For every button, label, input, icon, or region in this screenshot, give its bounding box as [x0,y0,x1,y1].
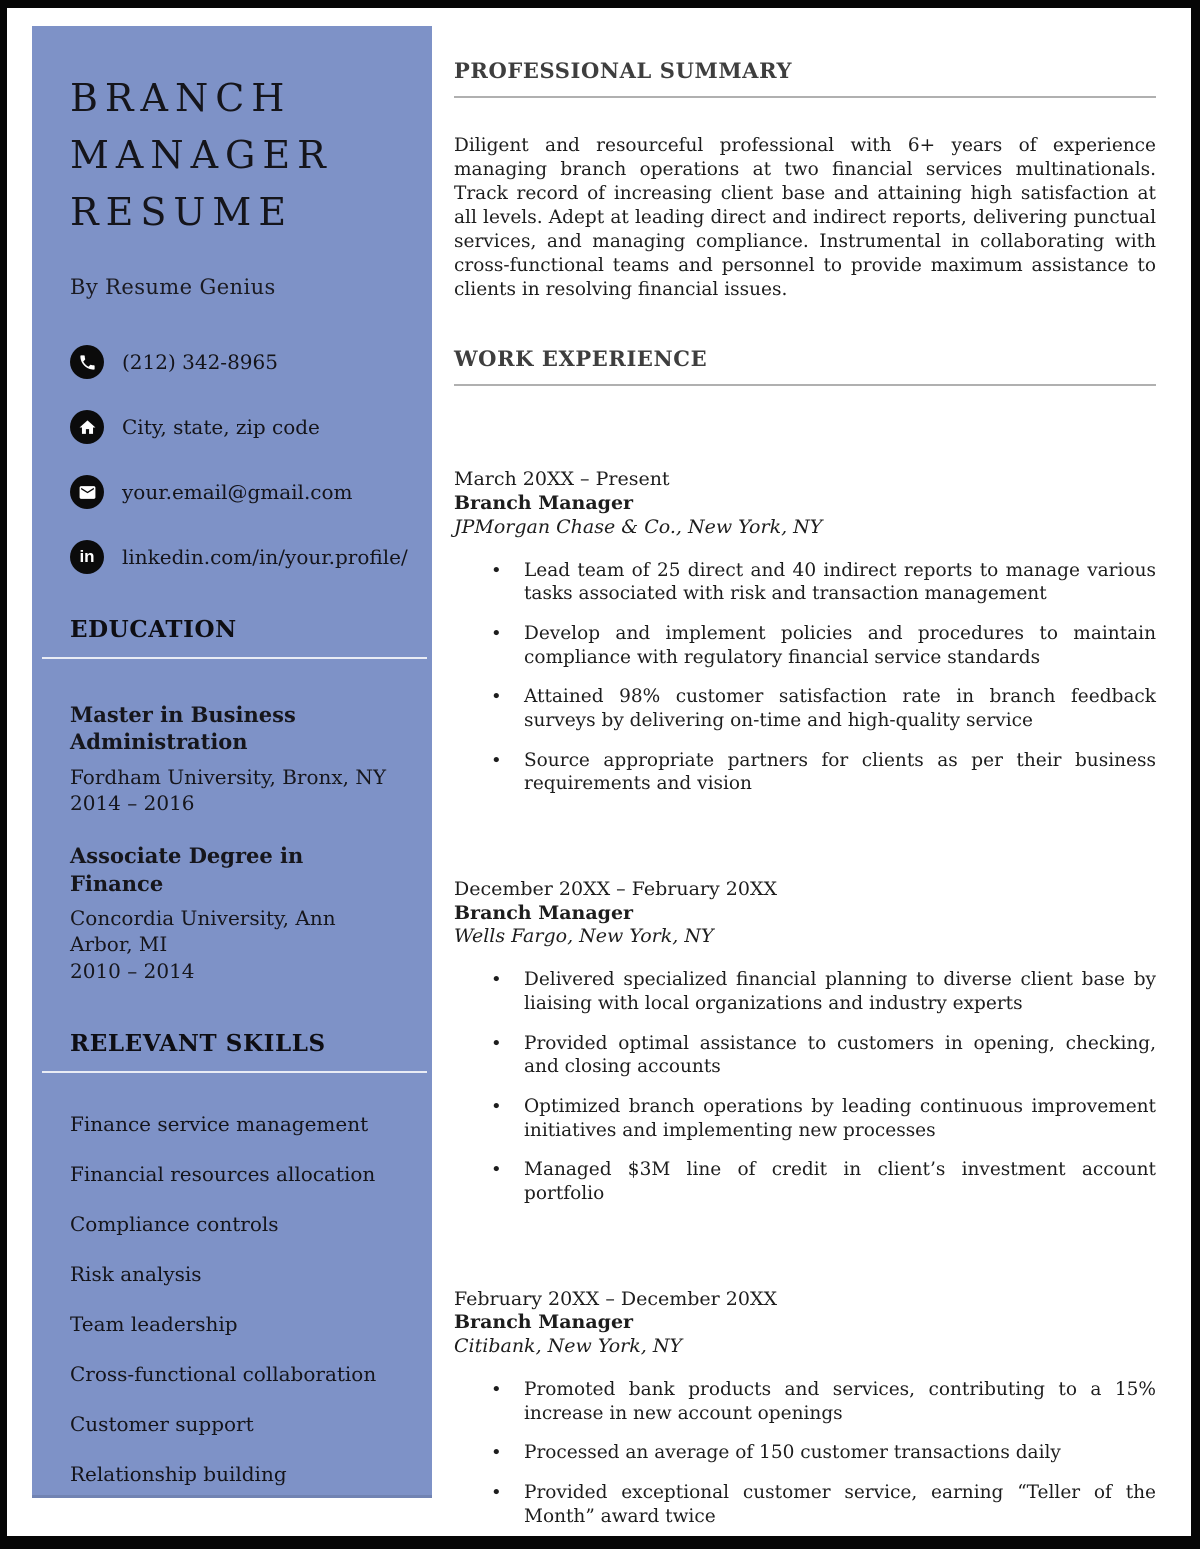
education-dates: 2010 – 2014 [70,958,195,983]
contact-row [70,475,396,509]
experience-heading: WORK EXPERIENCE [454,346,1156,386]
job-bullets [454,968,1156,1205]
skills-heading: RELEVANT SKILLS [70,1030,326,1058]
contact-row [70,540,408,574]
skills-divider [42,1071,427,1073]
skill-item: Team leadership [70,1312,238,1337]
job-bullet: • Optimized branch operations by leading continuous improvement initiatives and implementing new processes [524,1095,1156,1142]
resume-title: BRANCH MANAGER RESUME [70,76,333,234]
job-dates: March 20XX – Present [454,468,670,491]
job-title: Branch Manager [454,1311,634,1334]
summary-text: Diligent and resourceful professional with 6+ years of experience managing branch operations at two financial services multinationals. Track record of increasing client base and attaining high satisfaction at all levels. Adept at leading direct and indirect reports, delivering punctual services, and managing compliance. Instrumental in collaborating with cross-functional teams and personnel to provide maximum assistance to clients in resolving financial issues. [454,135,1156,301]
job-bullet: • Delivered specialized financial planning to diverse client base by liaising with local organizations and industry experts [524,968,1156,1015]
linkedin-icon: in [70,540,104,574]
job-bullet: • Provided optimal assistance to customers in opening, checking, and closing accounts [524,1032,1156,1079]
contact-row [70,410,396,444]
job-bullets [454,1378,1156,1528]
skill-item: Cross-functional collaboration [70,1362,377,1387]
job-bullet: • Managed $3M line of credit in client’s investment account portfolio [524,1158,1156,1205]
summary-heading: PROFESSIONAL SUMMARY [454,58,1156,98]
job-entry [454,468,1156,796]
job-title: Branch Manager [454,492,634,515]
education-heading: EDUCATION [70,616,237,643]
job-company: Wells Fargo, New York, NY [454,925,714,948]
education-section [70,616,396,984]
summary-section [454,58,1156,302]
degree-name: Master in Business Administration [70,702,296,755]
job-bullet: • Lead team of 25 direct and 40 indirect reports to manage various tasks associated with risk and transaction management [524,559,1156,606]
job-bullet: • Processed an average of 150 customer transactions daily [524,1441,1156,1465]
job-bullets [454,559,1156,796]
education-entries [70,701,396,984]
education-divider [42,657,427,659]
resume-page [7,8,1191,1536]
skill-item: Compliance controls [70,1212,279,1237]
job-entry [454,1288,1156,1529]
job-entry [454,878,1156,1206]
skill-item: Relationship building [70,1462,287,1487]
home-icon [70,410,104,444]
email-icon [70,475,104,509]
school-name: Fordham University, Bronx, NY [70,764,387,789]
skills-list [70,1113,396,1485]
job-bullet: • Source appropriate partners for clients as per their business requirements and vision [524,749,1156,796]
degree-name: Associate Degree in Finance [70,843,304,896]
job-list [454,468,1156,1528]
job-title: Branch Manager [454,901,634,924]
school-name: Concordia University, Ann Arbor, MI [70,905,336,957]
education-entry [70,701,396,816]
job-dates: December 20XX – February 20XX [454,877,777,900]
main-column [454,58,1156,1544]
job-bullet: • Attained 98% customer satisfaction rate in branch feedback surveys by delivering on-time and high-quality service [524,685,1156,732]
job-bullet: • Promoted bank products and services, contributing to a 15% increase in new account openings [524,1378,1156,1425]
job-dates: February 20XX – December 20XX [454,1287,777,1310]
sidebar [32,26,432,1498]
job-bullet: • Provided exceptional customer service, earning “Teller of the Month” award twice [524,1481,1156,1528]
contact-row [70,345,396,379]
experience-section [454,346,1156,1528]
byline: By Resume Genius [70,275,276,299]
education-entry [70,842,396,984]
phone-icon [70,345,104,379]
contact-list [70,345,408,574]
job-company: JPMorgan Chase & Co., New York, NY [454,515,823,538]
skill-item: Customer support [70,1412,254,1437]
skill-item: Financial resources allocation [70,1162,376,1187]
skill-item: Finance service management [70,1112,369,1137]
skills-section [70,1030,396,1485]
contact-text: City, state, zip code [122,415,320,439]
education-dates: 2014 – 2016 [70,790,195,815]
job-bullet: • Develop and implement policies and procedures to maintain compliance with regulatory financial service standards [524,622,1156,669]
contact-text: (212) 342-8965 [122,350,278,374]
skill-item: Risk analysis [70,1262,202,1287]
contact-text: your.email@gmail.com [122,480,353,504]
contact-text: linkedin.com/in/your.profile/ [122,545,408,569]
job-company: Citibank, New York, NY [454,1335,682,1358]
